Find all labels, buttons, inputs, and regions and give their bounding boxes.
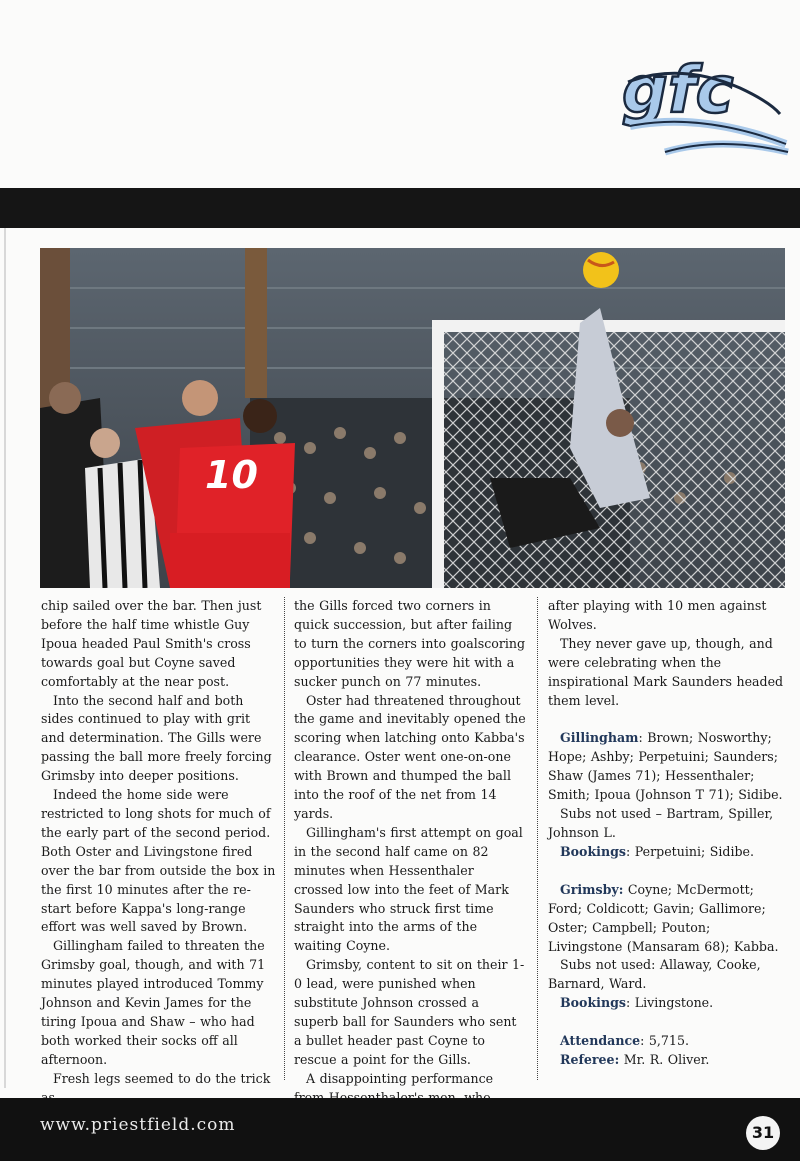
paragraph: Fresh legs seemed to do the trick [53,1070,271,1086]
paragraph: Oster had threatened throughout the game and inevitably opened the scoring when latching onto Kabba's clearance. Oster went one-on-one with Brown and thumped the ball into the roof of the net from 14 yards. [294,692,526,821]
article-column-2 [294,597,526,1145]
article-column-3 [548,597,788,1070]
gfc-logo [610,52,790,164]
paragraph: Into the second half and both sides continued to play with grit and determination. The Gills were passing the ball more freely forcing Grimsby into deeper positions. [41,692,272,784]
gillingham-label: Gillingham [560,730,639,746]
grimsby-subs: Subs not used: Allaway, Cooke, Barnard, Ward. [548,957,761,992]
grimsby-label: Grimsby: [560,881,624,897]
column-divider [284,597,285,1080]
page-number: 31 [746,1116,780,1150]
grimsby-lineup: Grimsby: Coyne; McDermott; Ford; Coldicott; Gavin; Gallimore; Oster; Campbell; Pouton; Livingstone (Mansaram 68); Kabba. [548,881,779,954]
match-photo [40,248,785,588]
paragraph: Gillingham's first attempt on goal in the second half came on 82 minutes when Hessenthaler crossed low into the feet of Mark Saunders who struck first time straight into the arms of the waiting Coyne. [294,824,523,954]
gillingham-subs: Subs not used – Bartram, Spiller, Johnson L. [548,806,774,840]
logo-g: gfc [622,54,734,128]
grimsby-bookings: Bookings: Livingstone. [560,995,714,1011]
referee: Referee: Mr. R. Oliver. [560,1052,710,1068]
ball [583,252,619,288]
column-divider [537,597,538,1080]
paragraph: Grimsby, content to sit on their 1-0 lead, were punished when substitute Johnson crossed a superb ball for Saunders who sent a bullet header past Coyne to rescue a point for the Gills. [294,957,525,1067]
left-margin-rule [4,228,6,1088]
paragraph: Indeed the home side were restricted to long shots for much of the early part of the second period. Both Oster and Livingstone fired over the bar from outside the box in the first 10 minutes after the re-start before Kappa's long-range effort was well saved by Brown. [41,787,276,935]
header-bar [0,188,800,228]
paragraph: the Gills forced two corners in quick succession, but after failing to turn the corners into goalscoring opportunities they were hit with a sucker punch on 77 minutes. [294,598,526,689]
attendance: Attendance: 5,715. [560,1033,689,1049]
paragraph: A disappointing performance [306,1070,494,1086]
paragraph: They never gave up, though, and were celebrating when the inspirational Mark Saunders headed them level. [548,635,784,708]
gillingham-lineup: Gillingham: Brown; Nosworthy; Hope; Ashby; Perpetuini; Saunders; Shaw (James 71); Hessenthaler; Smith; Ipoua (Johnson T 71); Sidibe. [548,730,783,803]
website-url: www.priestfield.com [40,1115,236,1135]
paragraph: Gillingham failed to threaten the Grimsby goal, though, and with 71 minutes played introduced Tommy Johnson and Kevin James for the tiring Ipoua and Shaw – who had both worked their socks off all afternoon. [41,938,266,1067]
paragraph: after playing with 10 men against Wolves. [548,598,767,632]
article-column-1 [41,597,276,1107]
paragraph: chip sailed over the bar. Then just before the half time whistle Guy Ipoua headed Paul Smith's cross towards goal but Coyne saved comfortably at the near post. [41,598,262,689]
svg-text:10: 10 [205,453,258,497]
gillingham-bookings: Bookings: Perpetuini; Sidibe. [560,843,755,859]
